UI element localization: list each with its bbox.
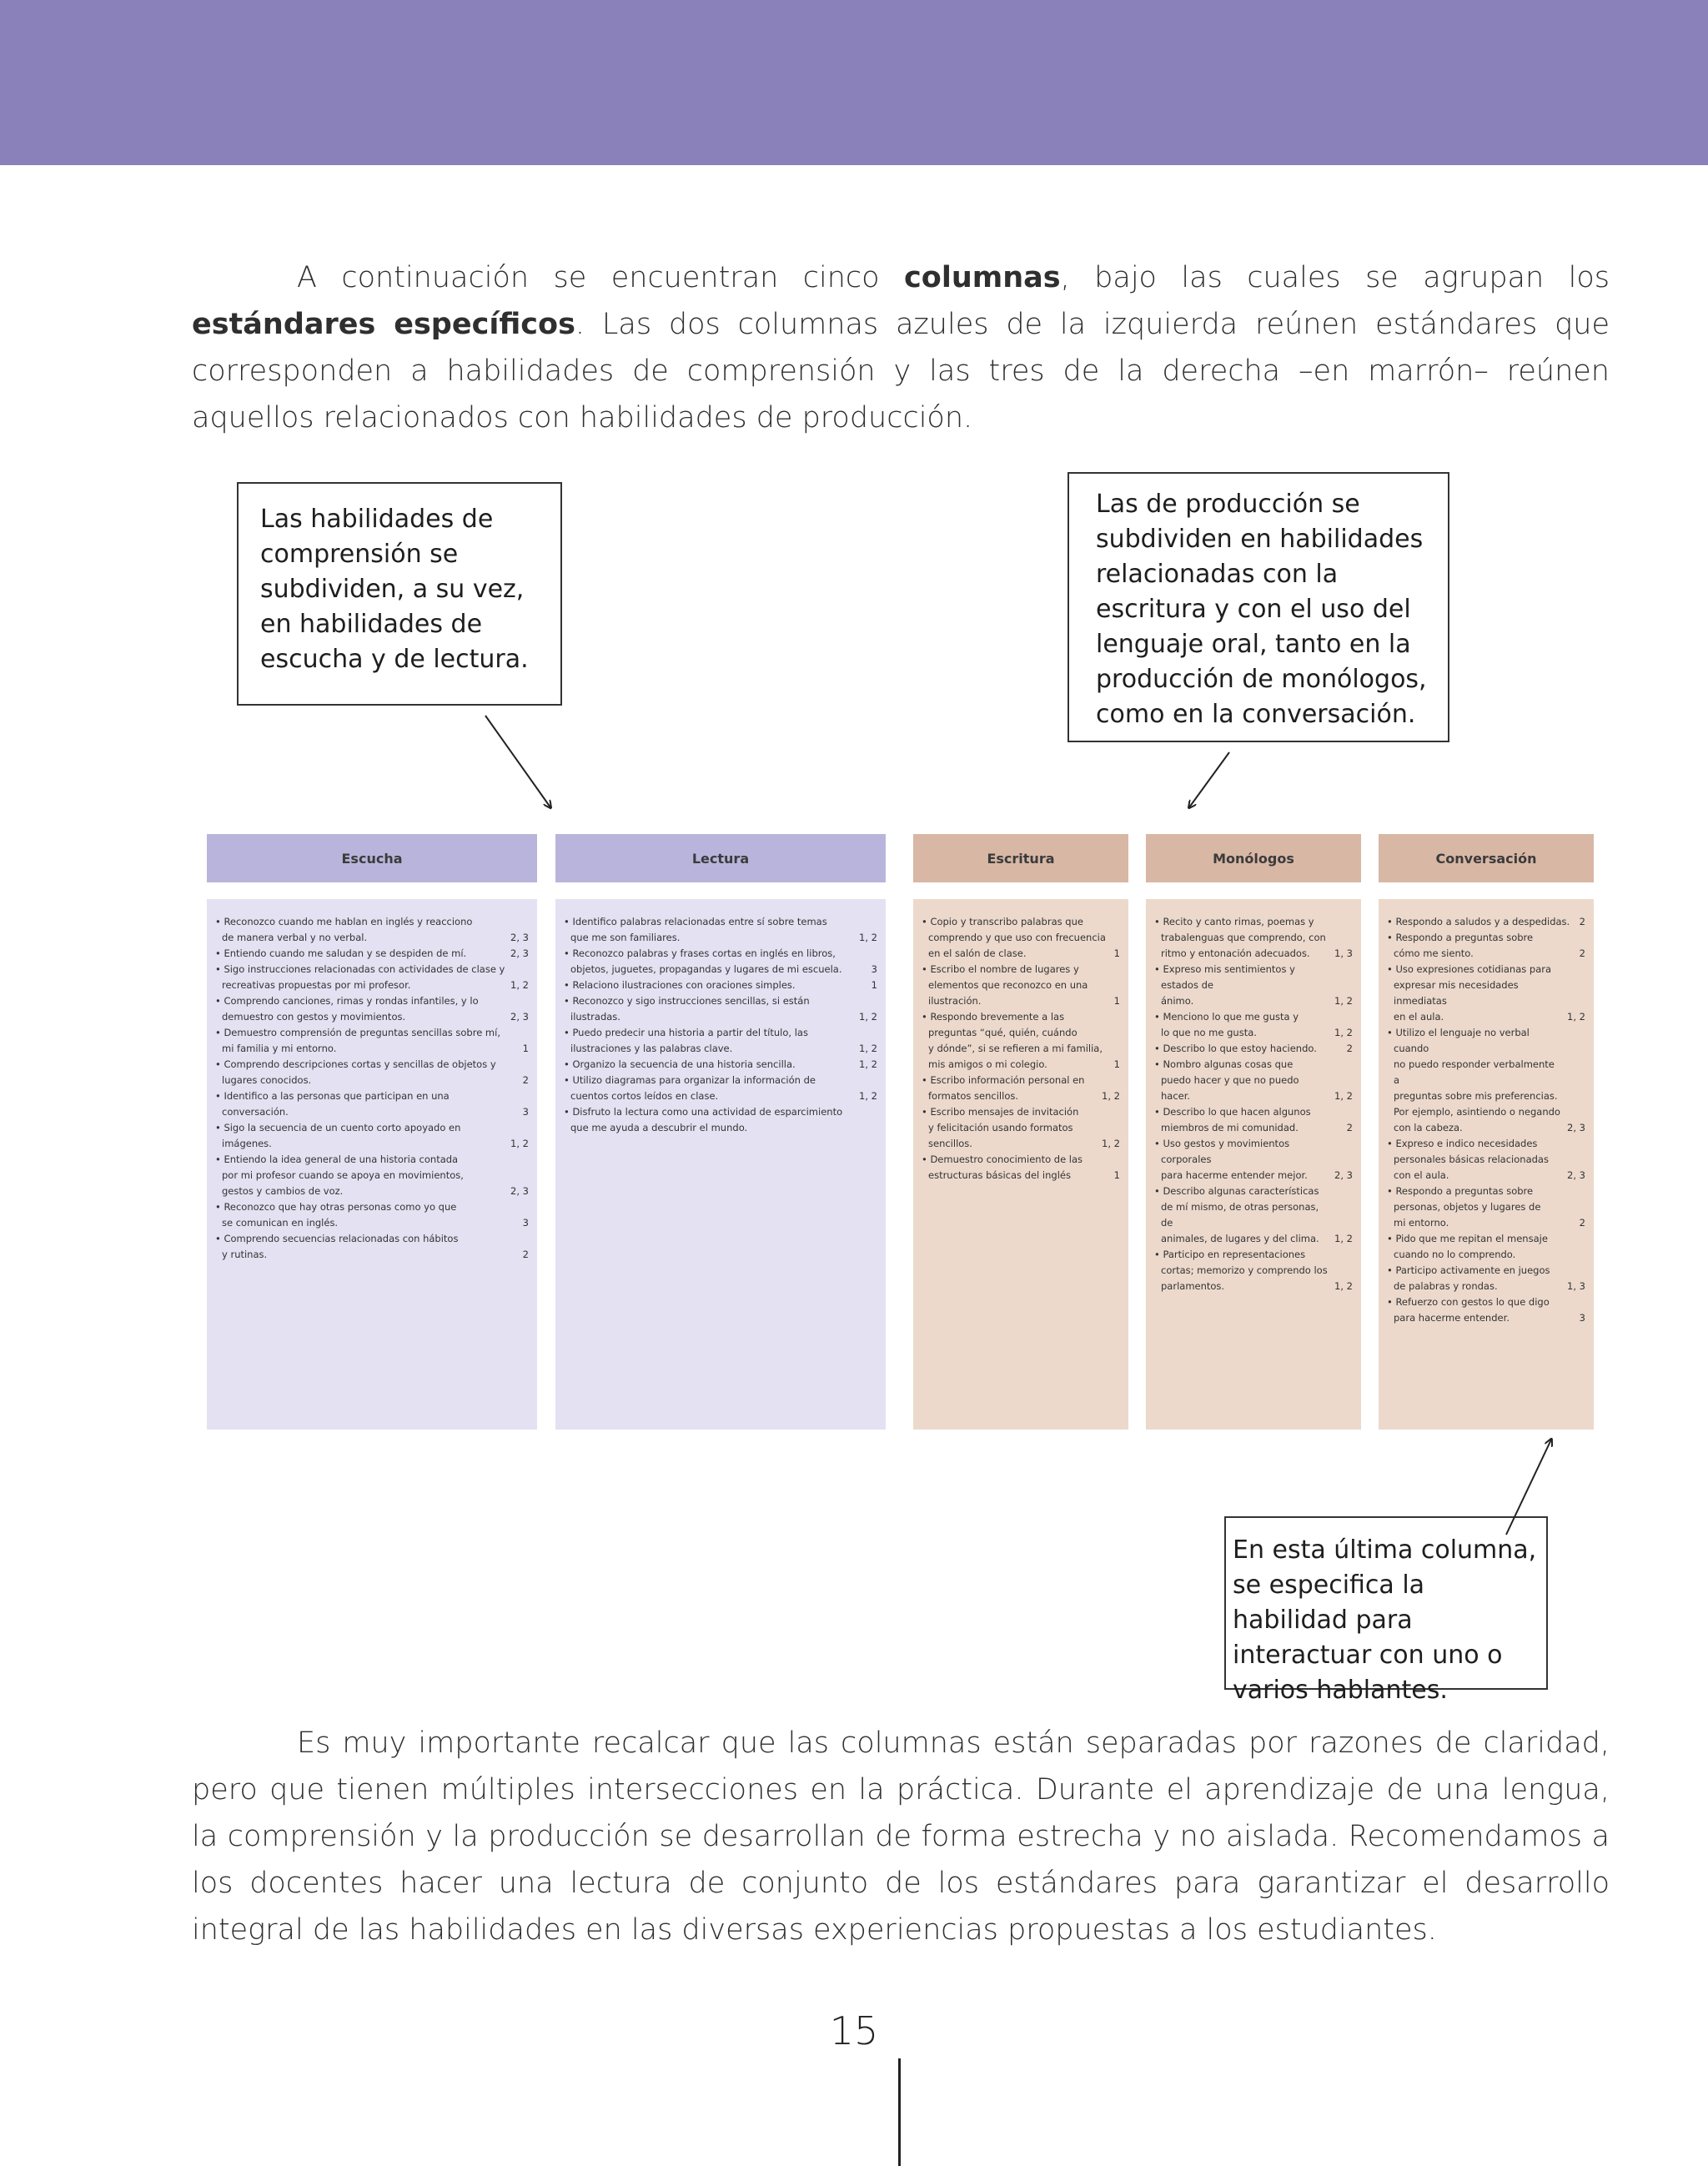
standard-item bbox=[922, 1009, 1120, 1073]
standard-item bbox=[564, 946, 877, 977]
column-header: Lectura bbox=[555, 834, 886, 882]
column-body bbox=[913, 899, 1128, 1430]
standard-item bbox=[564, 914, 877, 946]
standard-item bbox=[1154, 1247, 1353, 1294]
standard-reference-number: 2 bbox=[1346, 1043, 1353, 1054]
standard-reference-number: 1, 2 bbox=[859, 932, 877, 943]
standards-list bbox=[1154, 914, 1353, 1294]
standard-text: • Participo activamente en juegos de palabras y rondas. bbox=[1387, 1264, 1550, 1292]
standard-text: • Identifico palabras relacionadas entre sí sobre temas que me son familiares. bbox=[564, 916, 827, 943]
standard-reference-number: 1 bbox=[871, 979, 877, 991]
standard-reference-number: 2 bbox=[1346, 1122, 1353, 1133]
standard-text: • Uso gestos y movimientos corporales para hacerme entender mejor. bbox=[1154, 1138, 1308, 1181]
standard-item bbox=[215, 914, 529, 946]
standard-item bbox=[1154, 1009, 1353, 1041]
standard-item bbox=[1387, 930, 1585, 962]
standard-text: • Identifico a las personas que participan en una conversación. bbox=[215, 1090, 450, 1118]
column-escritura bbox=[913, 834, 1128, 1181]
standard-reference-number: 2 bbox=[522, 1249, 529, 1260]
standard-item bbox=[215, 1088, 529, 1120]
standard-item bbox=[1387, 914, 1585, 930]
standard-item bbox=[1154, 914, 1353, 962]
standard-text: • Comprendo descripciones cortas y sencillas de objetos y lugares conocidos. bbox=[215, 1058, 496, 1086]
callout-comprehension: Las habilidades de comprensión se subdividen, a su vez, en habilidades de escucha y de lectura. bbox=[237, 482, 562, 706]
standard-text: • Respondo a saludos y a despedidas. bbox=[1387, 916, 1570, 927]
standard-reference-number: 1, 2 bbox=[1567, 1011, 1585, 1023]
standard-reference-number: 3 bbox=[522, 1106, 529, 1118]
standard-item bbox=[564, 1104, 877, 1136]
standard-reference-number: 2, 3 bbox=[1567, 1169, 1585, 1181]
standard-item bbox=[1154, 1041, 1353, 1057]
standard-reference-number: 1, 2 bbox=[1334, 1090, 1353, 1102]
standard-reference-number: 2 bbox=[1579, 1217, 1585, 1229]
page-number-rule bbox=[898, 2058, 901, 2166]
page-number: 15 bbox=[829, 2008, 879, 2053]
standard-item bbox=[1387, 1231, 1585, 1263]
standard-text: • Escribo el nombre de lugares y elementos que reconozco en una ilustración. bbox=[922, 963, 1088, 1007]
intro-columns-emphasis: columnas bbox=[904, 261, 1061, 294]
standard-text: • Escribo mensajes de invitación y felicitación usando formatos sencillos. bbox=[922, 1106, 1079, 1149]
standard-text: • Utilizo el lenguaje no verbal cuando no puedo responder verbalmente a preguntas sobre mis preferencias. Por ejemplo, asintiendo o negando con la cabeza. bbox=[1387, 1027, 1560, 1133]
standard-text: • Expreso e indico necesidades personales básicas relacionadas con el aula. bbox=[1387, 1138, 1549, 1181]
standard-text: • Respondo a preguntas sobre personas, objetos y lugares de mi entorno. bbox=[1387, 1185, 1541, 1229]
standard-reference-number: 1, 2 bbox=[1102, 1138, 1120, 1149]
standard-item bbox=[1154, 1104, 1353, 1136]
closing-paragraph: Es muy importante recalcar que las columnas están separadas por razones de claridad, pero que tienen múltiples intersecciones en la práctica. Durante el aprendizaje de una lengua, la comprensión y la producción se desarrollan de forma estrecha y no aislada. Recomendamos a los docentes hacer una lectura de conjunto de los estándares para garantizar el desarrollo integral de las habilidades en las diversas experiencias propuestas a los estudiantes. bbox=[192, 1726, 1610, 1947]
column-escucha bbox=[207, 834, 537, 1260]
standard-text: • Disfruto la lectura como una actividad de esparcimiento que me ayuda a descubrir el mundo. bbox=[564, 1106, 843, 1133]
standard-reference-number: 1, 2 bbox=[510, 979, 529, 991]
standard-reference-number: 1, 2 bbox=[1102, 1090, 1120, 1102]
standard-text: • Expreso mis sentimientos y estados de ánimo. bbox=[1154, 963, 1295, 1007]
standard-reference-number: 1 bbox=[1113, 1058, 1120, 1070]
standard-text: • Respondo brevemente a las preguntas “qué, quién, cuándo y dónde”, si se refieren a mi familia, mis amigos o mi colegio. bbox=[922, 1011, 1103, 1070]
standard-reference-number: 2, 3 bbox=[510, 932, 529, 943]
standard-text: • Pido que me repitan el mensaje cuando no lo comprendo. bbox=[1387, 1233, 1548, 1260]
standard-item bbox=[922, 1152, 1120, 1184]
standard-item bbox=[215, 1120, 529, 1152]
standard-item bbox=[564, 1073, 877, 1104]
standard-item bbox=[922, 1073, 1120, 1104]
standard-reference-number: 2 bbox=[1579, 916, 1585, 927]
standard-reference-number: 1, 2 bbox=[859, 1090, 877, 1102]
standard-text: • Sigo instrucciones relacionadas con actividades de clase y recreativas propuestas por mi profesor. bbox=[215, 963, 505, 991]
standard-text: • Reconozco que hay otras personas como yo que se comunican en inglés. bbox=[215, 1201, 457, 1229]
standard-text: • Sigo la secuencia de un cuento corto apoyado en imágenes. bbox=[215, 1122, 461, 1149]
column-conversacion bbox=[1379, 834, 1594, 1324]
standard-text: • Demuestro comprensión de preguntas sencillas sobre mí, mi familia y mi entorno. bbox=[215, 1027, 500, 1054]
standard-item bbox=[564, 993, 877, 1025]
standard-reference-number: 2 bbox=[522, 1074, 529, 1086]
standard-text: • Menciono lo que me gusta y lo que no me gusta. bbox=[1154, 1011, 1299, 1038]
standard-reference-number: 1, 2 bbox=[859, 1011, 877, 1023]
standard-item bbox=[564, 1025, 877, 1057]
standard-item bbox=[1387, 1025, 1585, 1136]
standard-item bbox=[215, 946, 529, 962]
standard-reference-number: 2, 3 bbox=[1567, 1122, 1585, 1133]
standard-reference-number: 2 bbox=[1579, 947, 1585, 959]
standard-text: • Organizo la secuencia de una historia sencilla. bbox=[564, 1058, 796, 1070]
standard-item bbox=[922, 914, 1120, 962]
standard-item bbox=[564, 1057, 877, 1073]
standard-reference-number: 1, 2 bbox=[510, 1138, 529, 1149]
arrow-comprehension bbox=[485, 716, 550, 807]
standard-item bbox=[1154, 962, 1353, 1009]
standard-reference-number: 2, 3 bbox=[510, 1011, 529, 1023]
standard-text: • Entiendo la idea general de una historia contada por mi profesor cuando se apoya en movimientos, gestos y cambios de voz. bbox=[215, 1153, 464, 1197]
standard-text: • Uso expresiones cotidianas para expresar mis necesidades inmediatas en el aula. bbox=[1387, 963, 1552, 1023]
standard-item bbox=[1387, 1294, 1585, 1326]
standard-reference-number: 1, 2 bbox=[1334, 995, 1353, 1007]
standard-item bbox=[215, 1199, 529, 1231]
callout-production: Las de producción se subdividen en habilidades relacionadas con la escritura y con el uso del lenguaje oral, tanto en la producción de monólogos, como en la conversación. bbox=[1068, 472, 1449, 742]
standard-reference-number: 1, 3 bbox=[1567, 1280, 1585, 1292]
standard-text: • Relaciono ilustraciones con oraciones simples. bbox=[564, 979, 796, 991]
column-header: Monólogos bbox=[1146, 834, 1361, 882]
standard-reference-number: 1, 2 bbox=[859, 1043, 877, 1054]
standard-item bbox=[922, 962, 1120, 1009]
standard-item bbox=[1154, 1057, 1353, 1104]
standard-text: • Escribo información personal en formatos sencillos. bbox=[922, 1074, 1085, 1102]
standard-text: • Entiendo cuando me saludan y se despiden de mí. bbox=[215, 947, 467, 959]
standard-text: • Reconozco cuando me hablan en inglés y reacciono de manera verbal y no verbal. bbox=[215, 916, 473, 943]
standard-reference-number: 3 bbox=[1579, 1312, 1585, 1324]
standard-reference-number: 1 bbox=[1113, 947, 1120, 959]
standard-reference-number: 1, 2 bbox=[1334, 1280, 1353, 1292]
column-body bbox=[1146, 899, 1361, 1430]
standard-item bbox=[1154, 1184, 1353, 1247]
standards-list bbox=[1387, 914, 1585, 1326]
standard-item bbox=[215, 962, 529, 993]
standard-item bbox=[1154, 1136, 1353, 1184]
standard-text: • Nombro algunas cosas que puedo hacer y que no puedo hacer. bbox=[1154, 1058, 1299, 1102]
standard-text: • Demuestro conocimiento de las estructuras básicas del inglés bbox=[922, 1153, 1083, 1181]
standards-list bbox=[564, 914, 877, 1136]
column-header: Escritura bbox=[913, 834, 1128, 882]
standard-text: • Reconozco palabras y frases cortas en inglés en libros, objetos, juguetes, propagandas y lugares de mi escuela. bbox=[564, 947, 842, 975]
standard-reference-number: 1 bbox=[522, 1043, 529, 1054]
standard-item bbox=[1387, 1136, 1585, 1184]
callout-conversation: En esta última columna, se especifica la habilidad para interactuar con uno o varios hablantes. bbox=[1224, 1516, 1548, 1690]
standards-list bbox=[215, 914, 529, 1263]
standard-item bbox=[1387, 1184, 1585, 1231]
standard-item bbox=[564, 977, 877, 993]
standard-text: • Utilizo diagramas para organizar la información de cuentos cortos leídos en clase. bbox=[564, 1074, 816, 1102]
standard-text: • Respondo a preguntas sobre cómo me siento. bbox=[1387, 932, 1534, 959]
standard-text: • Copio y transcribo palabras que comprendo y que uso con frecuencia en el salón de clase. bbox=[922, 916, 1106, 959]
header-band bbox=[0, 0, 1708, 165]
standard-text: • Puedo predecir una historia a partir del título, las ilustraciones y las palabras clave. bbox=[564, 1027, 808, 1054]
column-monologos bbox=[1146, 834, 1361, 1292]
standard-item bbox=[922, 1104, 1120, 1152]
standard-text: • Describo algunas características de mí mismo, de otras personas, de animales, de lugares y del clima. bbox=[1154, 1185, 1319, 1244]
standard-text: • Reconozco y sigo instrucciones sencillas, si están ilustradas. bbox=[564, 995, 810, 1023]
standard-reference-number: 3 bbox=[871, 963, 877, 975]
standard-item bbox=[215, 993, 529, 1025]
standard-reference-number: 1, 2 bbox=[859, 1058, 877, 1070]
standard-reference-number: 1 bbox=[1113, 995, 1120, 1007]
standard-text: • Comprendo canciones, rimas y rondas infantiles, y lo demuestro con gestos y movimientos. bbox=[215, 995, 479, 1023]
standard-reference-number: 1, 2 bbox=[1334, 1027, 1353, 1038]
standard-reference-number: 1, 3 bbox=[1334, 947, 1353, 959]
column-lectura bbox=[555, 834, 886, 1133]
standard-item bbox=[215, 1152, 529, 1199]
standard-reference-number: 1, 2 bbox=[1334, 1233, 1353, 1244]
intro-standards-emphasis: estándares específicos bbox=[192, 308, 575, 341]
standard-text: • Describo lo que hacen algunos miembros de mi comunidad. bbox=[1154, 1106, 1311, 1133]
standard-item bbox=[215, 1025, 529, 1057]
column-body bbox=[207, 899, 537, 1430]
column-body bbox=[1379, 899, 1594, 1430]
standard-item bbox=[1387, 962, 1585, 1025]
standard-reference-number: 2, 3 bbox=[1334, 1169, 1353, 1181]
standards-list bbox=[922, 914, 1120, 1184]
column-header: Escucha bbox=[207, 834, 537, 882]
standard-reference-number: 2, 3 bbox=[510, 947, 529, 959]
standard-item bbox=[215, 1231, 529, 1263]
intro-paragraph: A continuación se encuentran cinco columnas, bajo las cuales se agrupan los estándares específicos. Las dos columnas azules de la izquierda reúnen estándares que corresponden a habilidades de comprensión y las tres de la derecha –en marrón– reúnen aquellos relacionados con habilidades de producción. bbox=[192, 261, 1610, 435]
standard-text: • Participo en representaciones cortas; memorizo y comprendo los parlamentos. bbox=[1154, 1249, 1328, 1292]
standard-item bbox=[1387, 1263, 1585, 1294]
standard-text: • Refuerzo con gestos lo que digo para hacerme entender. bbox=[1387, 1296, 1550, 1324]
column-body bbox=[555, 899, 886, 1430]
standard-text: • Comprendo secuencias relacionadas con hábitos y rutinas. bbox=[215, 1233, 459, 1260]
standard-reference-number: 1 bbox=[1113, 1169, 1120, 1181]
standard-text: • Describo lo que estoy haciendo. bbox=[1154, 1043, 1317, 1054]
column-header: Conversación bbox=[1379, 834, 1594, 882]
standard-reference-number: 3 bbox=[522, 1217, 529, 1229]
standard-item bbox=[215, 1057, 529, 1088]
arrow-production bbox=[1189, 752, 1229, 807]
standard-text: • Recito y canto rimas, poemas y trabalenguas que comprendo, con ritmo y entonación adecuados. bbox=[1154, 916, 1326, 959]
standard-reference-number: 2, 3 bbox=[510, 1185, 529, 1197]
